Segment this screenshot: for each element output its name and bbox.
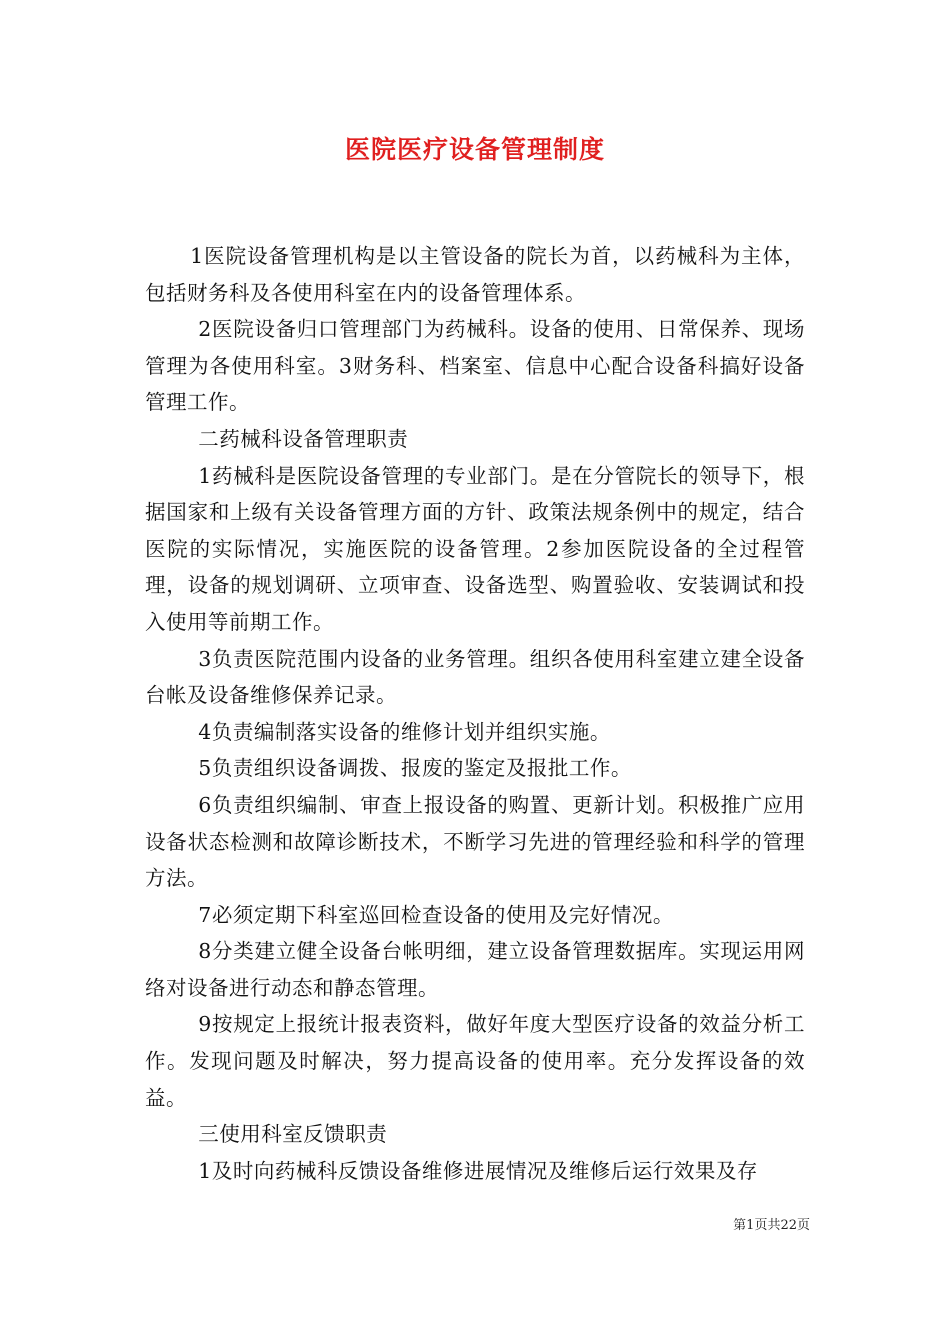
paragraph: 9按规定上报统计报表资料，做好年度大型医疗设备的效益分析工作。发现问题及时解决，努力提高设备的使用率。充分发挥设备的效益。 — [145, 1012, 805, 1110]
section-heading: 三使用科室反馈职责 — [198, 1122, 388, 1147]
paragraph: 1及时向药械科反馈设备维修进展情况及维修后运行效果及存 — [198, 1158, 758, 1183]
paragraph: 8分类建立健全设备台帐明细，建立设备管理数据库。实现运用网络对设备进行动态和静态管理。 — [145, 939, 805, 1000]
page-number: 第1页共22页 — [733, 1218, 810, 1233]
paragraph: 6负责组织编制、审查上报设备的购置、更新计划。积极推广应用设备状态检测和故障诊断技术，不断学习先进的管理经验和科学的管理方法。 — [145, 792, 805, 891]
paragraph: 1医院设备管理机构是以主管设备的院长为首，以药械科为主体，包括财务科及各使用科室在内的设备管理体系。 — [145, 244, 805, 305]
paragraph: 3负责医院范围内设备的业务管理。组织各使用科室建立建全设备台帐及设备维修保养记录。 — [145, 646, 805, 708]
paragraph: 5负责组织设备调拨、报废的鉴定及报批工作。 — [198, 756, 632, 781]
section-heading: 二药械科设备管理职责 — [198, 426, 409, 451]
document-body — [145, 238, 805, 1189]
paragraph: 4负责编制落实设备的维修计划并组织实施。 — [198, 719, 611, 744]
paragraph: 7必须定期下科室巡回检查设备的使用及完好情况。 — [198, 902, 674, 927]
paragraph: 1药械科是医院设备管理的专业部门。是在分管院长的领导下，根据国家和上级有关设备管理方面的方针、政策法规条例中的规定，结合医院的实际情况，实施医院的设备管理。2参加医院设备的全过程管理，设备的规划调研、立项审查、设备选型、购置验收、安装调试和投入使用等前期工作。 — [145, 463, 805, 634]
paragraph: 2医院设备归口管理部门为药械科。设备的使用、日常保养、现场管理为各使用科室。3财务科、档案室、信息中心配合设备科搞好设备管理工作。 — [145, 317, 805, 415]
document-title: 医院医疗设备管理制度 — [344, 135, 605, 164]
